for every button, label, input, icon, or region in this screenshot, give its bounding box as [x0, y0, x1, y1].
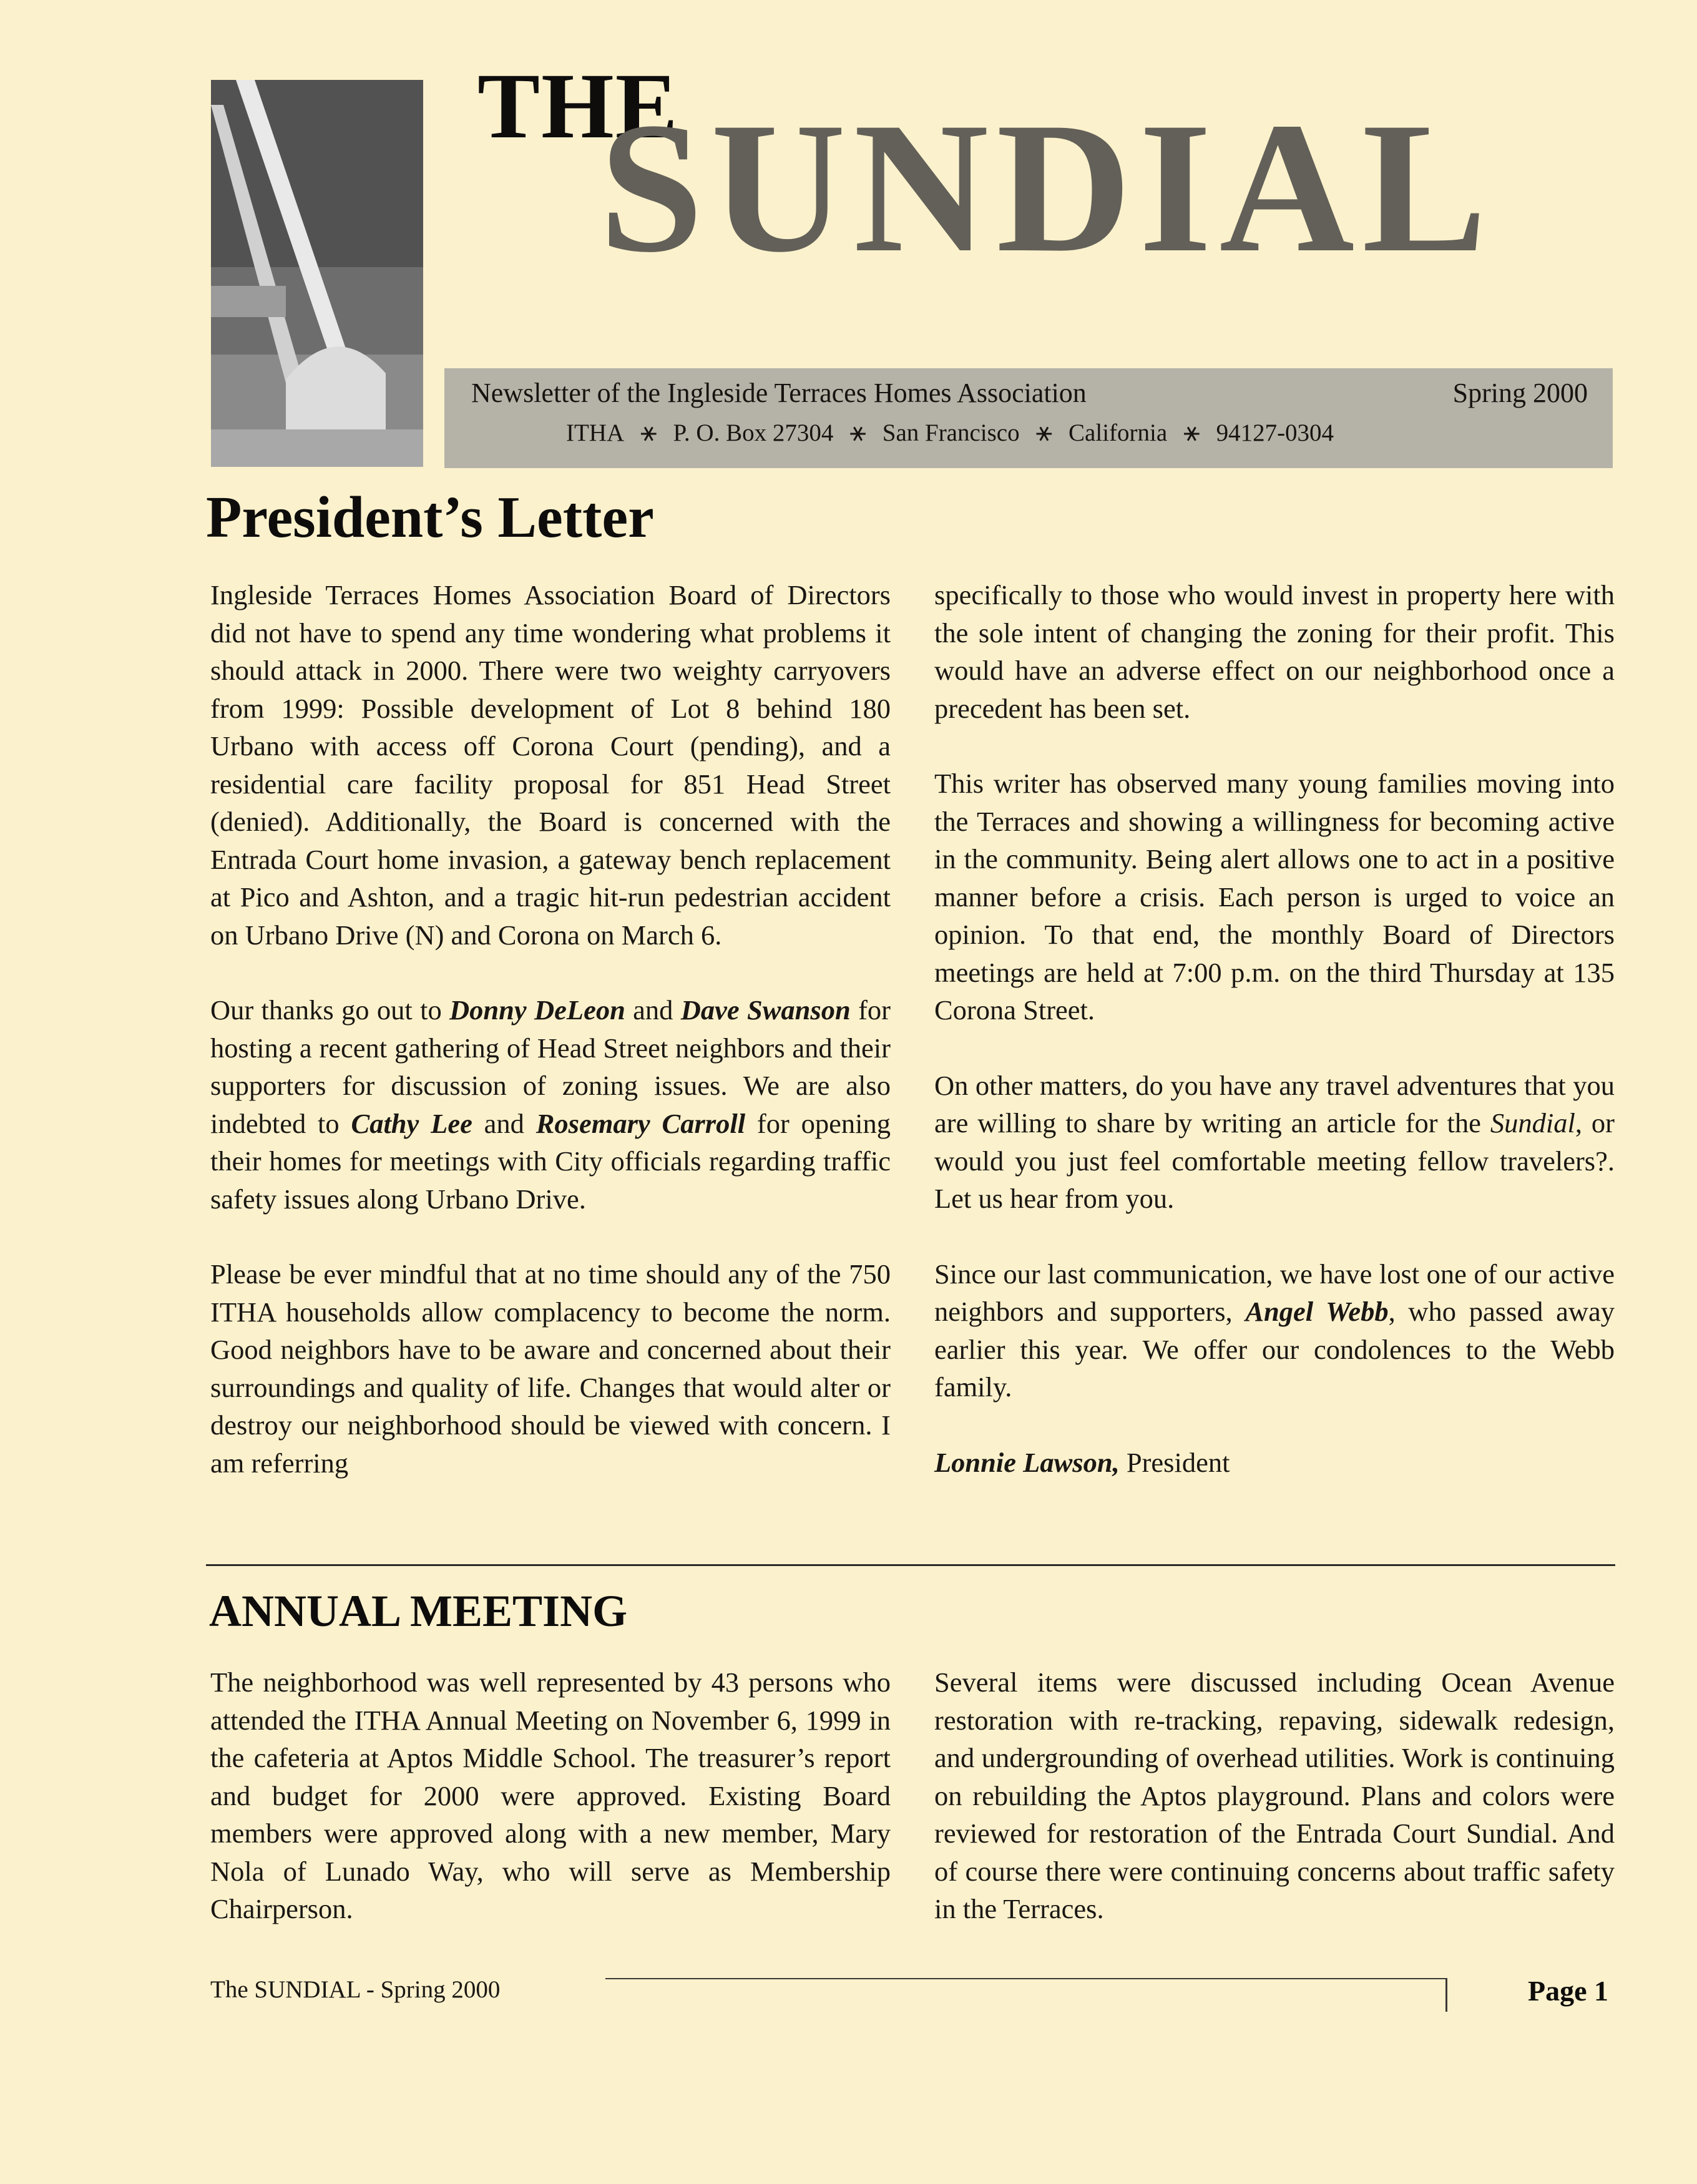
address-city: San Francisco [882, 419, 1020, 446]
publication-name: Sundial [1490, 1107, 1575, 1139]
sundial-sculpture-icon [211, 80, 423, 467]
president-letter-heading: President’s Letter [206, 485, 654, 550]
text-run: for opening their homes for meetings with City officials regarding traffic safety issues along Urbano Drive. [210, 1107, 891, 1215]
footer-rule-end [1445, 1978, 1447, 2012]
address-itha: ITHA [566, 419, 625, 446]
masthead-title: SUNDIAL [599, 84, 1495, 291]
section-divider [206, 1564, 1615, 1566]
asterisk-icon: ⚹ [640, 416, 657, 447]
president-letter-right-column [934, 576, 1615, 1519]
person-name: Rosemary Carroll [536, 1107, 746, 1139]
banner-line [471, 377, 1588, 410]
asterisk-icon: ⚹ [1035, 416, 1053, 447]
text-run: On other matters, do you have any travel adventures that you are willing to share by writing an article for the [934, 1069, 1615, 1139]
paragraph: Ingleside Terraces Homes Association Board of Directors did not have to spend any time wondering what problems it should attack in 2000. There were two weighty carryovers from 1999: Possible development of Lot 8 behind 180 Urbano with access off Corona Court (pending), and a residential care facility proposal for 851 Head Street (denied). Additionally, the Board is concerned with the Entrada Court home invasion, a gateway bench replacement at Pico and Ashton, and a tragic hit-run pedestrian accident on Urbano Drive (N) and Corona on March 6. [210, 579, 891, 951]
text-run: Since our last communication, we have lost one of our active neighbors and supporters, [934, 1258, 1615, 1327]
text-run: Our thanks go out to [210, 994, 450, 1026]
person-name: Donny DeLeon [449, 994, 625, 1026]
address-pobox: P. O. Box 27304 [673, 419, 834, 446]
sundial-photo [211, 80, 423, 467]
person-name: Angel Webb [1245, 1296, 1389, 1327]
signature [934, 1444, 1615, 1482]
paragraph [210, 991, 891, 1218]
paragraph: Please be ever mindful that at no time should any of the 750 ITHA households allow complacency to become the norm. Good neighbors have to be aware and concerned about their surroundings and quality of life. Changes that would alter or destroy our neighborhood should be viewed with concern. I am referring [210, 1258, 891, 1479]
person-name: Cathy Lee [351, 1107, 472, 1139]
address-state: California [1069, 419, 1168, 446]
masthead-the: THE [477, 54, 679, 158]
tagline: Newsletter of the Ingleside Terraces Homes Association [471, 378, 1087, 408]
asterisk-icon: ⚹ [1183, 416, 1200, 447]
footer-rule [605, 1978, 1447, 1979]
president-letter-left-column [210, 576, 891, 1519]
masthead-banner [444, 368, 1613, 468]
annual-meeting-right-column [934, 1663, 1615, 1966]
footer-publication: The SUNDIAL - Spring 2000 [210, 1976, 501, 2003]
paragraph: Several items were discussed including Ocean Avenue restoration with re-tracking, repaving, sidewalk redesign, and undergrounding of overhead utilities. Work is continuing on rebuilding the Aptos playground. Plans and colors were reviewed for restoration of the Entrada Court Sundial. And of course there were continuing concerns about traffic safety in the Terraces. [934, 1667, 1615, 1924]
text-run: , who passed away earlier this year. We offer our condolences to the Webb family. [934, 1296, 1615, 1403]
signature-title: President [1119, 1446, 1230, 1478]
signature-name: Lonnie Lawson, [934, 1446, 1120, 1478]
person-name: Dave Swanson [680, 994, 851, 1026]
text-run: and [625, 994, 681, 1026]
annual-meeting-left-column [210, 1663, 891, 1966]
text-run: for hosting a recent gathering of Head Street neighbors and their supporters for discussion of zoning issues. We are also indebted to [210, 994, 891, 1139]
paragraph: specifically to those who would invest in property here with the sole intent of changing the zoning for their profit. This would have an adverse effect on our neighborhood once a precedent has been set. [934, 579, 1615, 724]
text-run: , or would you just feel comfortable meeting fellow travelers?. Let us hear from you. [934, 1107, 1615, 1214]
text-run: and [472, 1107, 536, 1139]
paragraph: The neighborhood was well represented by 43 persons who attended the ITHA Annual Meeting on November 6, 1999 in the cafeteria at Aptos Middle School. The treasurer’s report and budget for 2000 were approved. Existing Board members were approved along with a new member, Mary Nola of Lunado Way, who will serve as Membership Chairperson. [210, 1667, 891, 1924]
address-line [566, 416, 1334, 449]
issue-label: Spring 2000 [1452, 378, 1588, 408]
annual-meeting-heading: ANNUAL MEETING [209, 1586, 628, 1636]
address-zip: 94127-0304 [1216, 419, 1334, 446]
paragraph: This writer has observed many young families moving into the Terraces and showing a willingness for becoming active in the community. Being alert allows one to act in a positive manner before a crisis. Each person is urged to voice an opinion. To that end, the monthly Board of Directors meetings are held at 7:00 p.m. on the third Thursday at 135 Corona Street. [934, 768, 1615, 1026]
paragraph [934, 1067, 1615, 1218]
paragraph [934, 1255, 1615, 1406]
page-number: Page 1 [1528, 1975, 1609, 2007]
asterisk-icon: ⚹ [849, 416, 866, 447]
